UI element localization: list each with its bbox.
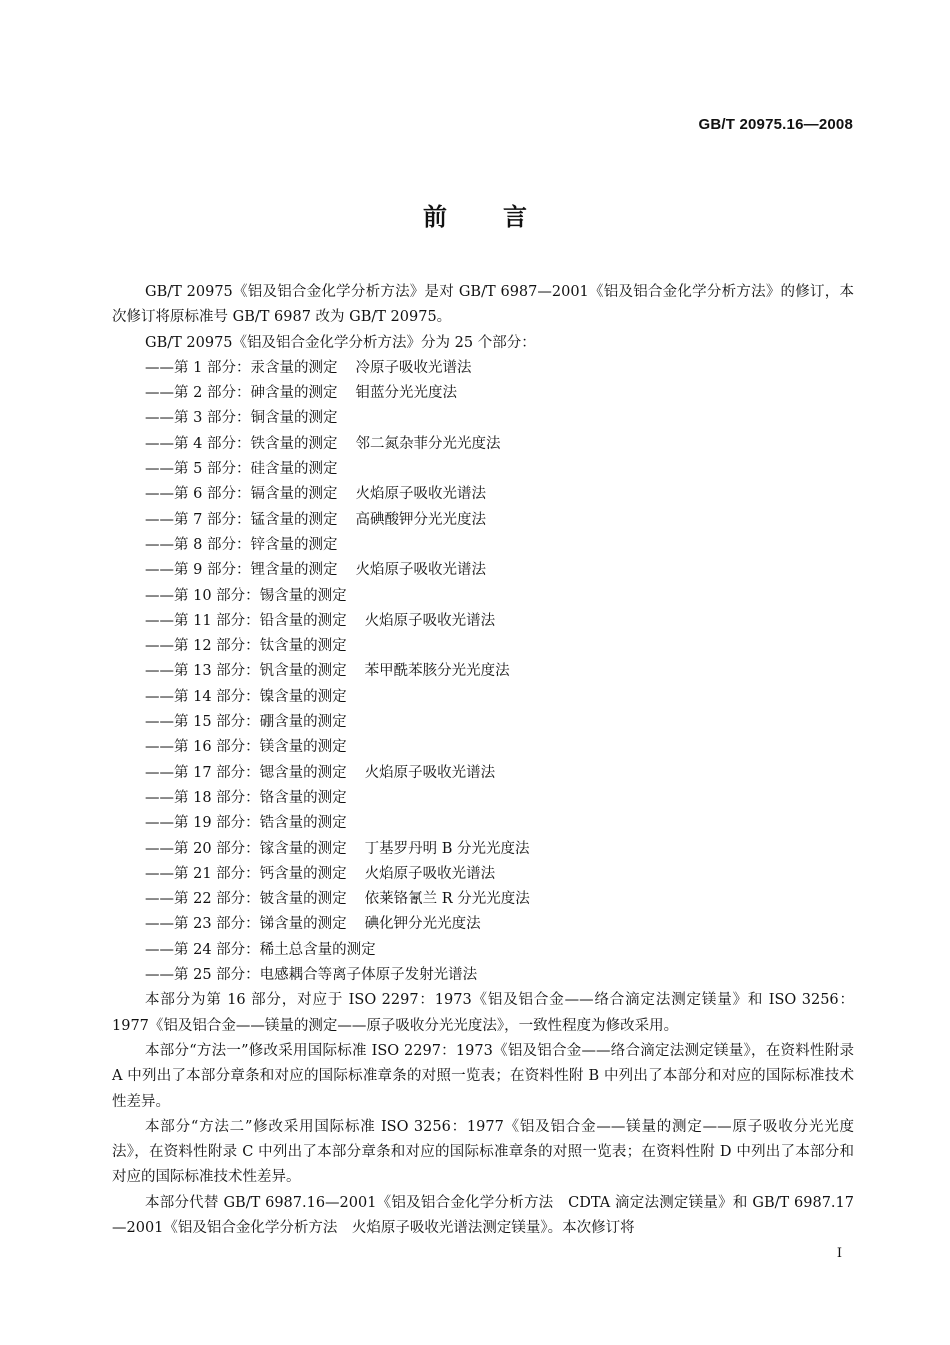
part-name: ——第 21 部分：钙含量的测定 bbox=[145, 865, 347, 882]
part-name: ——第 14 部分：镍含量的测定 bbox=[145, 688, 347, 705]
part-name: ——第 9 部分：锂含量的测定 bbox=[145, 562, 338, 579]
part-method: 冷原子吸收光谱法 bbox=[355, 359, 472, 376]
list-item bbox=[112, 432, 854, 457]
part-method: 碘化钾分光光度法 bbox=[364, 916, 481, 933]
list-item bbox=[112, 406, 854, 431]
list-item bbox=[112, 457, 854, 482]
part-method: 火焰原子吸收光谱法 bbox=[364, 612, 496, 629]
list-item bbox=[112, 811, 854, 836]
part-name: ——第 7 部分：锰含量的测定 bbox=[145, 511, 338, 528]
part-name: ——第 1 部分：汞含量的测定 bbox=[145, 359, 338, 376]
standard-code: GB/T 20975.16—2008 bbox=[698, 116, 853, 133]
list-item bbox=[112, 710, 854, 735]
part-name: ——第 15 部分：硼含量的测定 bbox=[145, 714, 347, 731]
paragraph-correspondence: 本部分为第 16 部分，对应于 ISO 2297：1973《铝及铝合金——络合滴定法测定镁量》和 ISO 3256：1977《铝及铝合金——镁量的测定——原子吸收分光光度法》，一致性程度为修改采用。 bbox=[112, 992, 854, 1034]
part-name: ——第 18 部分：铬含量的测定 bbox=[145, 789, 347, 806]
list-item bbox=[112, 912, 854, 937]
list-item bbox=[112, 837, 854, 862]
part-name: ——第 19 部分：锆含量的测定 bbox=[145, 815, 347, 832]
part-name: ——第 8 部分：锌含量的测定 bbox=[145, 536, 338, 553]
list-item bbox=[112, 938, 854, 963]
list-item bbox=[112, 735, 854, 760]
list-item bbox=[112, 584, 854, 609]
part-method: 火焰原子吸收光谱法 bbox=[364, 764, 496, 781]
part-method: 苯甲酰苯胲分光光度法 bbox=[364, 663, 510, 680]
list-item bbox=[112, 356, 854, 381]
part-name: ——第 2 部分：砷含量的测定 bbox=[145, 385, 338, 402]
page-title bbox=[0, 197, 950, 232]
paragraph-replacement: 本部分代替 GB/T 6987.16—2001《铝及铝合金化学分析方法 CDTA 滴定法测定镁量》和 GB/T 6987.17—2001《铝及铝合金化学分析方法 火焰原子吸收光谱法测定镁量》。本次修订将 bbox=[112, 1194, 854, 1236]
part-name: ——第 25 部分：电感耦合等离子体原子发射光谱法 bbox=[145, 967, 478, 984]
part-method: 丁基罗丹明 B 分光光度法 bbox=[364, 840, 530, 857]
part-name: ——第 11 部分：铅含量的测定 bbox=[145, 612, 347, 629]
part-name: ——第 20 部分：镓含量的测定 bbox=[145, 840, 347, 857]
intro-paragraph-1: GB/T 20975《铝及铝合金化学分析方法》是对 GB/T 6987—2001《铝及铝合金化学分析方法》的修订，本次修订将原标准号 GB/T 6987 改为 GB/T 20975。 bbox=[112, 284, 854, 326]
part-method: 火焰原子吸收光谱法 bbox=[355, 562, 486, 579]
part-name: ——第 4 部分：铁含量的测定 bbox=[145, 435, 338, 452]
part-name: ——第 24 部分：稀土总含量的测定 bbox=[145, 941, 376, 958]
list-item bbox=[112, 786, 854, 811]
intro-paragraph-2: GB/T 20975《铝及铝合金化学分析方法》分为 25 个部分： bbox=[145, 334, 536, 351]
part-method: 依莱铬氰兰 R 分光光度法 bbox=[364, 891, 530, 908]
list-item bbox=[112, 887, 854, 912]
part-name: ——第 3 部分：铜含量的测定 bbox=[145, 410, 338, 427]
list-item bbox=[112, 685, 854, 710]
part-method: 高碘酸钾分光光度法 bbox=[355, 511, 486, 528]
title-char-1: 前 bbox=[423, 203, 447, 231]
page-number: I bbox=[836, 1246, 842, 1261]
part-name: ——第 5 部分：硅含量的测定 bbox=[145, 461, 338, 478]
part-method: 邻二氮杂菲分光光度法 bbox=[355, 435, 501, 452]
part-name: ——第 23 部分：锑含量的测定 bbox=[145, 916, 347, 933]
part-method: 火焰原子吸收光谱法 bbox=[364, 865, 496, 882]
list-item bbox=[112, 609, 854, 634]
list-item bbox=[112, 558, 854, 583]
title-char-2: 言 bbox=[503, 203, 527, 231]
part-name: ——第 22 部分：铍含量的测定 bbox=[145, 891, 347, 908]
list-item bbox=[112, 508, 854, 533]
list-item bbox=[112, 634, 854, 659]
list-item bbox=[112, 963, 854, 988]
paragraph-method-two: 本部分“方法二”修改采用国际标准 ISO 3256：1977《铝及铝合金——镁量的测定——原子吸收分光光度法》，在资料性附录 C 中列出了本部分章条和对应的国际标准章条的对照一览表；在资料性附 D 中列出了本部分和对应的国际标准技术性差异。 bbox=[112, 1118, 854, 1186]
part-name: ——第 13 部分：钒含量的测定 bbox=[145, 663, 347, 680]
list-item bbox=[112, 659, 854, 684]
list-item bbox=[112, 533, 854, 558]
part-name: ——第 6 部分：镉含量的测定 bbox=[145, 486, 338, 503]
list-item bbox=[112, 482, 854, 507]
part-name: ——第 16 部分：镁含量的测定 bbox=[145, 739, 347, 756]
list-item bbox=[112, 862, 854, 887]
list-item bbox=[112, 381, 854, 406]
part-method: 钼蓝分光光度法 bbox=[355, 385, 457, 402]
body-text bbox=[112, 280, 854, 1241]
part-method: 火焰原子吸收光谱法 bbox=[355, 486, 486, 503]
list-item bbox=[112, 761, 854, 786]
part-name: ——第 17 部分：锶含量的测定 bbox=[145, 764, 347, 781]
parts-list bbox=[112, 356, 854, 988]
part-name: ——第 12 部分：钛含量的测定 bbox=[145, 638, 347, 655]
part-name: ——第 10 部分：锡含量的测定 bbox=[145, 587, 347, 604]
paragraph-method-one: 本部分“方法一”修改采用国际标准 ISO 2297：1973《铝及铝合金——络合滴定法测定镁量》，在资料性附录 A 中列出了本部分章条和对应的国际标准章条的对照一览表；在资料性附 B 中列出了本部分和对应的国际标准技术性差异。 bbox=[112, 1042, 854, 1110]
